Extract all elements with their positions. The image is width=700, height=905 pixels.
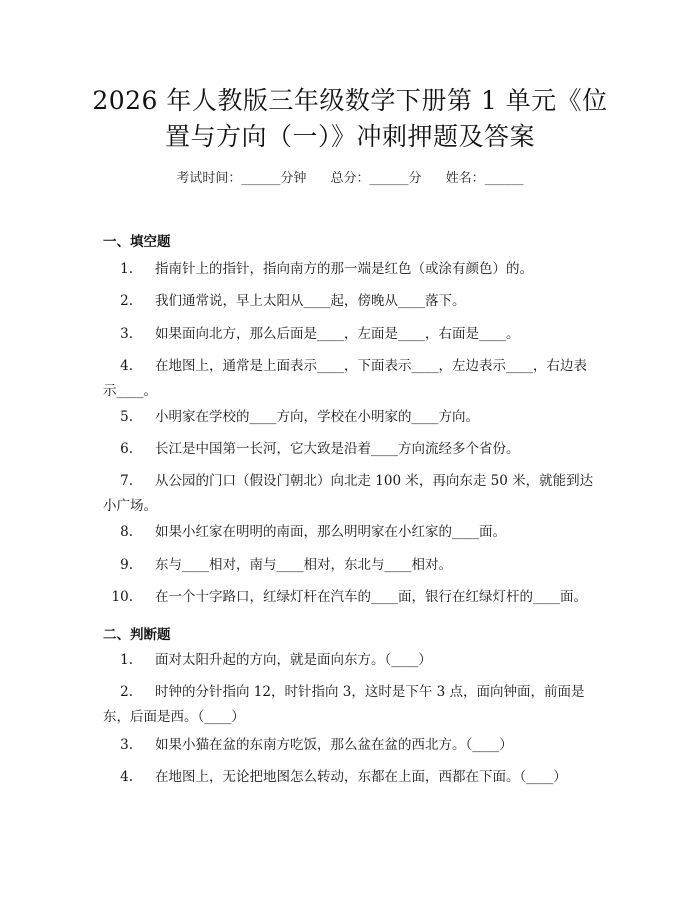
title-line-2: 置与方向（一）》冲刺押题及答案 <box>164 122 535 151</box>
question-text: 小明家在学校的____方向，学校在小明家的____方向。 <box>155 409 479 425</box>
question-number: 6. <box>120 441 133 457</box>
question-number: 4. <box>120 358 133 374</box>
exam-score: 总分：______分 <box>330 171 422 186</box>
question-number: 4. <box>120 769 133 785</box>
question-item <box>103 553 600 578</box>
question-item <box>103 520 600 545</box>
question-item <box>103 289 600 314</box>
question-item <box>103 437 600 462</box>
question-item <box>103 733 600 758</box>
question-number: 3. <box>120 326 133 342</box>
question-number: 2. <box>120 684 133 700</box>
question-text: 从公园的门口（假设门朝北）向北走 100 米，再向东走 50 米，就能到达小广场。 <box>103 473 594 514</box>
question-text: 我们通常说，早上太阳从____起，傍晚从____落下。 <box>155 293 466 309</box>
question-number: 7. <box>120 473 133 489</box>
question-item <box>103 405 600 430</box>
question-item <box>103 680 600 730</box>
question-text: 如果小红家在明明的南面，那么明明家在小红家的____面。 <box>155 524 506 540</box>
question-text: 面对太阳升起的方向，就是面向东方。（____） <box>155 652 432 668</box>
title-line-1: 2026 年人教版三年级数学下册第 1 单元《位 <box>92 86 608 115</box>
question-number: 1. <box>120 652 133 668</box>
question-number: 10. <box>111 589 133 605</box>
question-text: 东与____相对，南与____相对，东北与____相对。 <box>155 557 452 573</box>
question-text: 在地图上，无论把地图怎么转动，东都在上面，西都在下面。（____） <box>155 769 567 785</box>
question-text: 在一个十字路口，红绿灯杆在汽车的____面，银行在红绿灯杆的____面。 <box>155 589 587 605</box>
question-text: 在地图上，通常是上面表示____，下面表示____，左边表示____，右边表示____。 <box>103 358 587 399</box>
student-name: 姓名：______ <box>445 171 524 186</box>
question-text: 指南针上的指针，指向南方的那一端是红色（或涂有颜色）的。 <box>155 261 533 277</box>
question-number: 3. <box>120 737 133 753</box>
question-item <box>103 765 600 790</box>
exam-time: 考试时间：______分钟 <box>176 171 307 186</box>
question-text: 如果面向北方，那么后面是____，左面是____，右面是____。 <box>155 326 520 342</box>
question-text: 长江是中国第一长河，它大致是沿着____方向流经多个省份。 <box>155 441 520 457</box>
question-item <box>103 648 600 673</box>
question-number: 1. <box>120 261 133 277</box>
question-item <box>103 322 600 347</box>
question-number: 5. <box>120 409 133 425</box>
section-heading-fill-in: 一、填空题 <box>103 234 171 250</box>
question-number: 9. <box>120 557 133 573</box>
question-item <box>103 354 600 404</box>
question-text: 如果小猫在盆的东南方吃饭，那么盆在盆的西北方。（____） <box>155 737 513 753</box>
exam-meta <box>0 167 700 186</box>
document-title <box>60 83 640 155</box>
question-item <box>103 585 600 610</box>
question-item <box>103 257 600 282</box>
question-text: 时钟的分针指向 12，时针指向 3，这时是下午 3 点，面向钟面，前面是东，后面是西。（____） <box>103 684 585 725</box>
question-number: 8. <box>120 524 133 540</box>
question-number: 2. <box>120 293 133 309</box>
question-item <box>103 469 600 519</box>
section-heading-true-false: 二、判断题 <box>103 627 171 643</box>
